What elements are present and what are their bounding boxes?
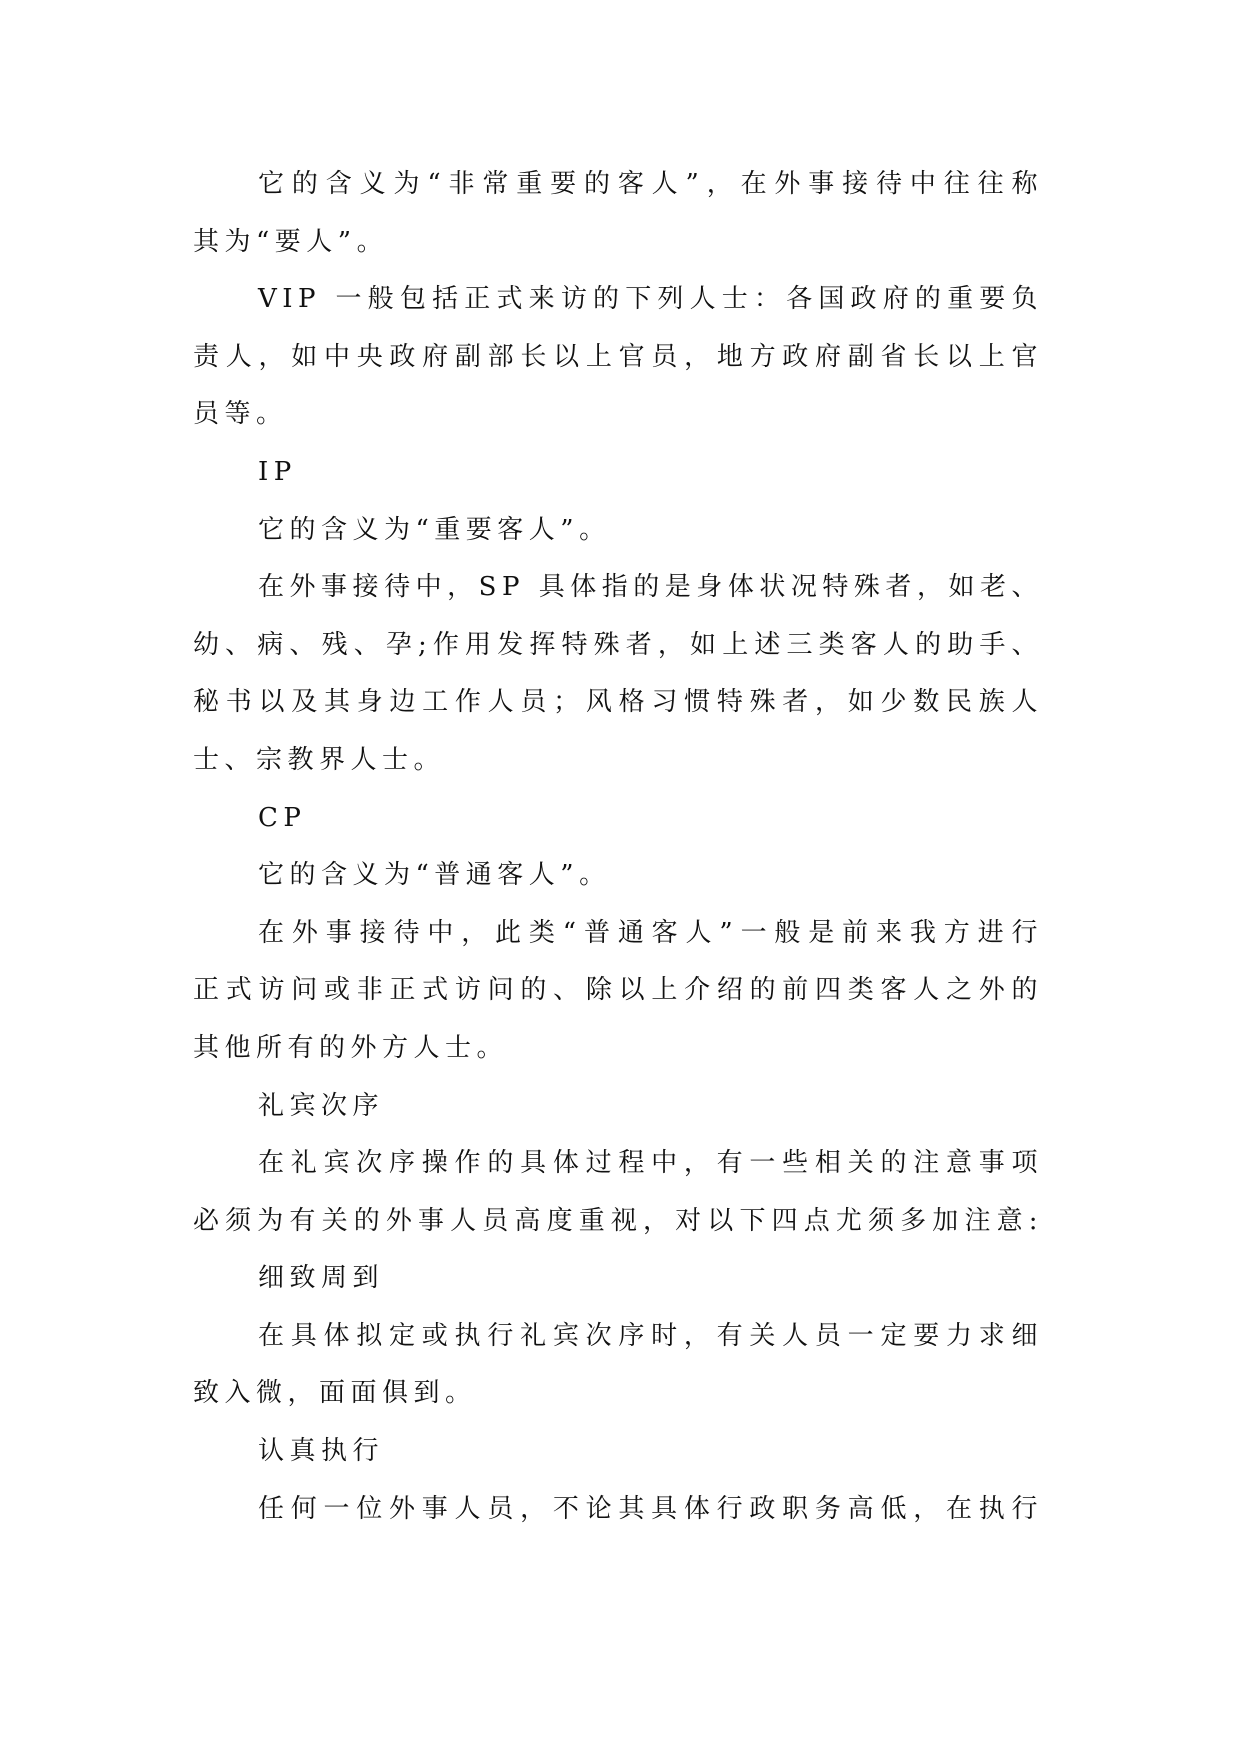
- paragraph: [193, 156, 1043, 271]
- text-line: 它的含义为“普通客人”。: [258, 860, 611, 891]
- paragraph: [193, 1135, 1043, 1250]
- text-line: 任何一位外事人员，不论其具体行政职务高低，在执行: [258, 1493, 1043, 1524]
- text-line: 在礼宾次序操作的具体过程中，有一些相关的注意事项: [258, 1148, 1043, 1179]
- text-line: 士、宗教界人士。: [193, 744, 446, 775]
- text-line: CP: [258, 802, 307, 833]
- paragraph: [193, 271, 1043, 444]
- section-heading: [193, 1250, 1043, 1308]
- text-line: 正式访问或非正式访问的、除以上介绍的前四类客人之外的: [193, 975, 1043, 1006]
- text-line: 认真执行: [258, 1436, 385, 1467]
- text-line: 其他所有的外方人士。: [193, 1032, 509, 1063]
- text-line: 幼、病、残、孕;作用发挥特殊者，如上述三类客人的助手、: [193, 629, 1043, 660]
- section-heading: [193, 1078, 1043, 1136]
- text-line: 员等。: [193, 399, 288, 430]
- section-heading: [193, 444, 1043, 502]
- text-line: 秘书以及其身边工作人员；风格习惯特殊者，如少数民族人: [193, 687, 1043, 718]
- text-line: 它的含义为“重要客人”。: [258, 514, 611, 545]
- text-line: 致入微，面面俱到。: [193, 1378, 477, 1409]
- text-line: 必须为有关的外事人员高度重视，对以下四点尤须多加注意:: [193, 1205, 1043, 1236]
- text-line: 在具体拟定或执行礼宾次序时，有关人员一定要力求细: [258, 1320, 1043, 1351]
- text-line: 细致周到: [258, 1263, 385, 1294]
- text-line: 礼宾次序: [258, 1090, 385, 1121]
- text-line: VIP 一般包括正式来访的下列人士：各国政府的重要负: [258, 284, 1043, 315]
- text-line: 它的含义为“非常重要的客人”，在外事接待中往往称: [258, 169, 1043, 199]
- section-heading: [193, 1423, 1043, 1481]
- text-line: IP: [258, 456, 297, 487]
- section-heading: [193, 790, 1043, 848]
- paragraph: [193, 502, 1043, 560]
- paragraph: [193, 905, 1043, 1078]
- text-line: 在外事接待中，此类“普通客人”一般是前来我方进行: [258, 917, 1043, 948]
- text-line: 责人，如中央政府副部长以上官员，地方政府副省长以上官: [193, 341, 1043, 372]
- paragraph: [193, 1481, 1043, 1539]
- paragraph: [193, 847, 1043, 905]
- text-line: 其为“要人”。: [193, 226, 389, 257]
- paragraph: [193, 1308, 1043, 1423]
- text-line: 在外事接待中，SP 具体指的是身体状况特殊者，如老、: [258, 572, 1043, 603]
- document-body: [193, 156, 1043, 1538]
- paragraph: [193, 559, 1043, 789]
